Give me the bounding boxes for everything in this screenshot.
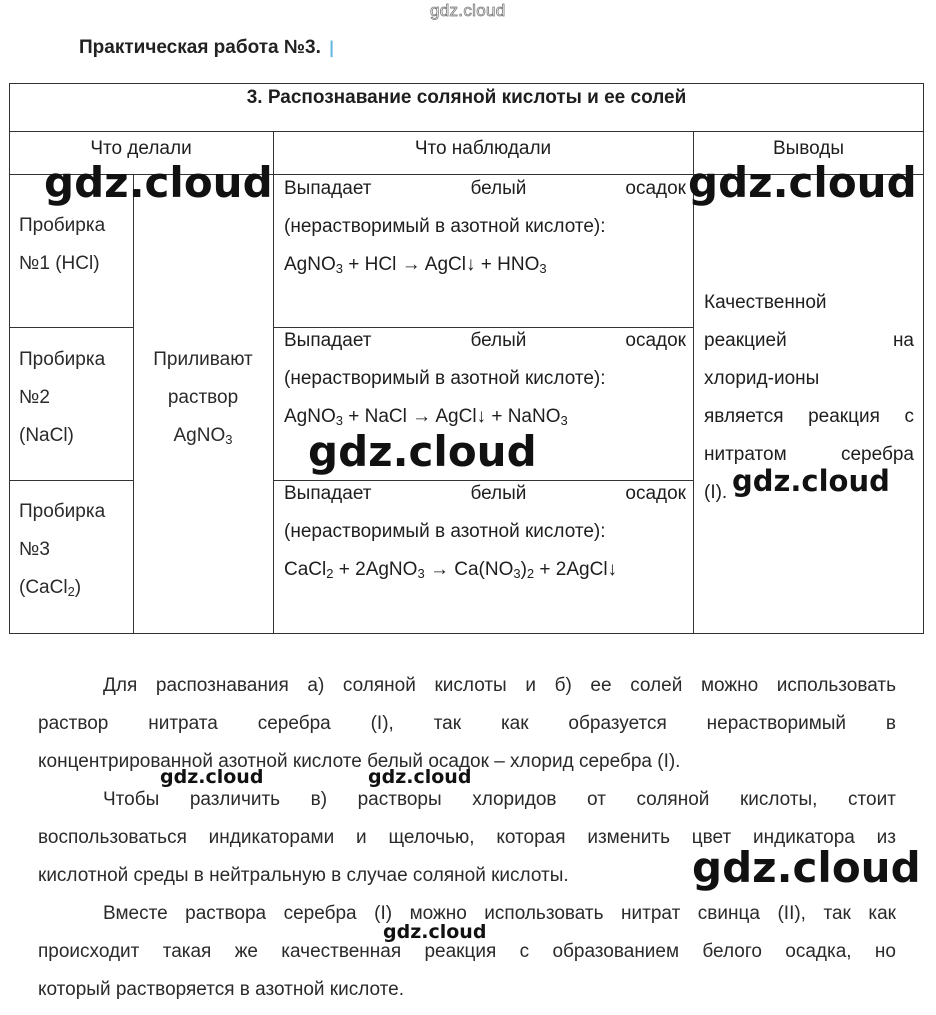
header-conclusions: Выводы [772,138,845,159]
observation-2: Выпадает белый осадок (нерастворимый в азотной кислоте): AgNO$_3$ + NaCl → AgCl↓ + NaNO$_3$ [284,322,686,436]
conclusion-cell: Качественной реакцией на хлорид-ионы является реакция с нитратом серебра (I). [704,292,914,503]
paragraph-2: Чтобы различить в) растворы хлоридов от соляной кислоты, стоит воспользоваться индикаторами и щелочью, которая изменить цвет индикатора из кислотной среды в нейтральную в случае соляной кислоты. [38,789,896,886]
equation-1: AgNO$_3$ + HCl → AgCl↓ + $HNO_3$ [284,254,547,276]
watermark: gdz.cloud [688,158,917,207]
observation-3: Выпадает белый осадок (нерастворимый в азотной кислоте): CaCl$_2$ + 2AgNO$_3$ → $Ca(NO_3)_2$ + 2AgCl↓ [284,475,686,589]
watermark: gdz.cloud [160,766,264,788]
watermark: gdz.cloud [383,921,487,943]
equation-3: CaCl$_2$ + 2AgNO$_3$ → $Ca(NO_3)_2$ + 2AgCl↓ [284,559,618,581]
table-caption: 3. Распознавание соляной кислоты и ее солей [246,87,687,108]
tube-3-formula: (CaCl$_2$) [19,577,82,599]
cursor-mark-icon: ❘ [324,40,339,57]
watermark: gdz.cloud [732,464,890,498]
watermark: gdz.cloud [692,843,921,892]
watermark: gdz.cloud [308,427,537,476]
tube-1-cell: Пробирка №1 (HCl) [19,215,106,274]
paragraph-1: Для распознавания а) соляной кислоты и б) ее солей можно использовать раствор нитрата серебра (I), так как образуется нерастворимый в концентрированной азотной кислоте белый осадок – хлорид серебра (I). [38,675,896,772]
page-title: Практическая работа №3. ❘ [79,37,339,58]
watermark: gdz.cloud [368,766,472,788]
watermark: gdz.cloud [44,158,273,207]
action-reagent: AgNO$_3$ [173,425,233,447]
paragraph-3: Вместе раствора серебра (I) можно использовать нитрат свинца (II), так как происходит такая же качественная реакция с образованием белого осадка, но который растворяется в азотной кислоте. [38,903,896,1000]
header-observed: Что наблюдали [414,138,552,159]
tube-2-cell: Пробирка №2 (NaCl) [19,349,106,446]
header-what-done: Что делали [90,138,192,159]
equation-2: AgNO$_3$ + NaCl → AgCl↓ + NaNO$_3$ [284,406,568,428]
action-cell: Приливают раствор AgNO$_3$ [133,341,273,455]
observation-1: Выпадает белый осадок (нерастворимый в азотной кислоте): AgNO$_3$ + HCl → AgCl↓ + $HNO_3$ [284,170,686,284]
tube-3-cell: Пробирка №3 (CaCl$_2$) [19,493,105,607]
header-watermark: gdz.cloud [430,1,506,20]
